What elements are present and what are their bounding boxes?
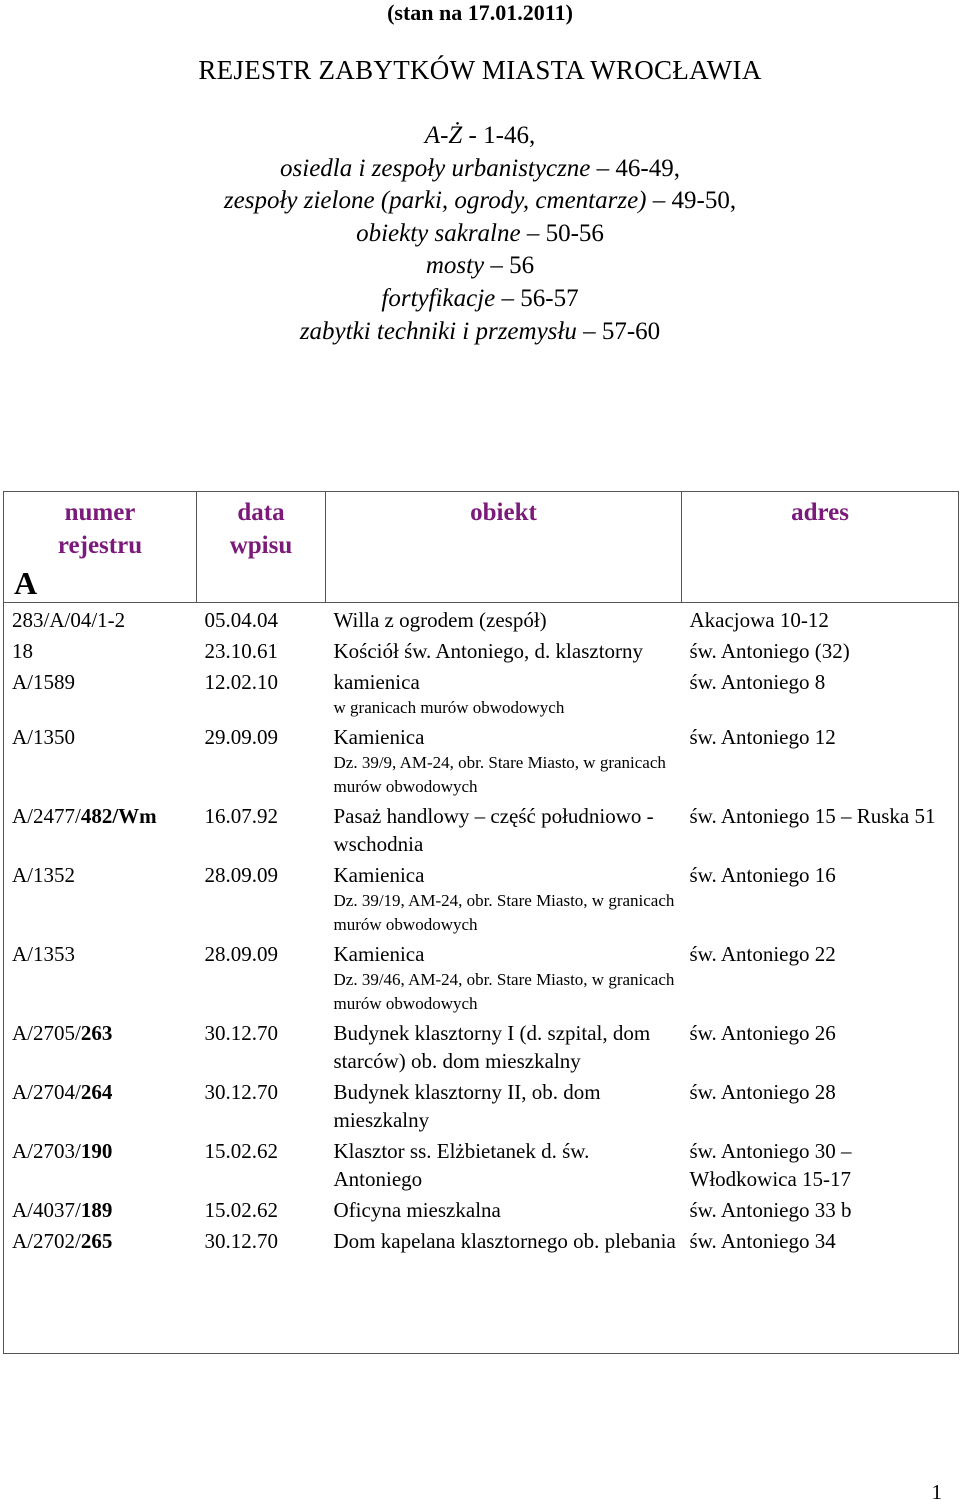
entry-date: 30.12.70 xyxy=(204,1080,278,1104)
header-address: adres xyxy=(682,492,959,563)
address: św. Antoniego 12 xyxy=(682,720,959,799)
address: św. Antoniego 26 xyxy=(682,1016,959,1075)
toc-line xyxy=(0,185,960,218)
table-filler xyxy=(326,1255,682,1354)
address: św. Antoniego 33 b xyxy=(682,1193,959,1224)
registry-number: A/2477/ xyxy=(12,804,81,828)
address: św. Antoniego 34 xyxy=(682,1224,959,1255)
registry-number-cell xyxy=(4,1224,197,1255)
toc-separator: – xyxy=(576,317,602,345)
registry-number-old: 263 xyxy=(80,1021,113,1045)
header-entry-date: data wpisu xyxy=(197,492,326,563)
entry-date: 30.12.70 xyxy=(204,1229,278,1253)
table-row xyxy=(4,634,959,665)
toc-pages: 50-56 xyxy=(545,219,604,247)
registry-number-cell xyxy=(4,603,197,635)
table-row xyxy=(4,799,959,858)
object-location-note: Dz. 39/9, AM-24, obr. Stare Miasto, w granicach murów obwodowych xyxy=(333,753,666,796)
register-table xyxy=(3,491,959,1354)
toc-label: zespoły zielone (parki, ogrody, cmentarze) xyxy=(223,187,647,215)
object-name: Pasaż handlowy – część południowo - wschodnia xyxy=(333,804,654,856)
entry-date: 16.07.92 xyxy=(204,804,278,828)
object-cell xyxy=(326,665,682,720)
toc-separator: – xyxy=(520,219,546,247)
object-name: Willa z ogrodem (zespół) xyxy=(333,608,547,632)
toc-separator: – xyxy=(646,187,672,215)
object-cell xyxy=(326,858,682,937)
registry-number: A/1350 xyxy=(12,725,75,749)
registry-number: A/2705/ xyxy=(12,1021,81,1045)
page-number: 1 xyxy=(931,1480,942,1504)
entry-date: 05.04.04 xyxy=(204,608,278,632)
registry-number: A/1352 xyxy=(12,863,75,887)
header-registry-number: numer rejestru xyxy=(4,492,197,563)
object-name: Budynek klasztorny I (d. szpital, dom starców) ob. dom mieszkalny xyxy=(333,1021,651,1073)
toc-separator: – xyxy=(590,154,616,182)
document-status-date: (stan na 17.01.2011) xyxy=(387,0,573,25)
address: św. Antoniego 28 xyxy=(682,1075,959,1134)
table-row xyxy=(4,665,959,720)
table-row xyxy=(4,720,959,799)
registry-number: A/2703/ xyxy=(12,1139,81,1163)
registry-number-cell xyxy=(4,634,197,665)
registry-number: 18 xyxy=(12,639,33,663)
entry-date: 15.02.62 xyxy=(204,1139,278,1163)
toc-separator: - xyxy=(462,122,484,149)
object-name: Kamienica xyxy=(333,942,425,966)
entry-date: 29.09.09 xyxy=(204,725,278,749)
object-name: Kościół św. Antoniego, d. klasztorny xyxy=(333,639,644,663)
entry-date: 12.02.10 xyxy=(204,670,278,694)
toc-line xyxy=(0,218,960,251)
toc-label: osiedla i zespoły urbanistyczne xyxy=(280,154,591,182)
object-location-note: Dz. 39/19, AM-24, obr. Stare Miasto, w granicach murów obwodowych xyxy=(333,891,675,934)
toc-pages: 1-46, xyxy=(483,122,536,149)
registry-number-cell xyxy=(4,1134,197,1193)
table-row xyxy=(4,1134,959,1193)
header-object: obiekt xyxy=(326,492,682,563)
object-cell xyxy=(326,1134,682,1193)
toc-line xyxy=(0,316,960,349)
registry-number-old: 265 xyxy=(80,1229,113,1253)
toc-pages: 56 xyxy=(509,252,535,280)
address: Akacjowa 10-12 xyxy=(682,603,959,635)
toc-label: zabytki techniki i przemysłu xyxy=(299,317,577,345)
document-title: REJESTR ZABYTKÓW MIASTA WROCŁAWIA xyxy=(198,55,762,85)
letter-row-empty-address xyxy=(682,562,959,603)
registry-number: 283/A/04/1-2 xyxy=(12,608,126,632)
table-filler xyxy=(4,1255,197,1354)
registry-number-cell xyxy=(4,720,197,799)
registry-number-cell xyxy=(4,937,197,1016)
toc-label: mosty xyxy=(425,252,485,280)
registry-number-cell xyxy=(4,1016,197,1075)
letter-row-empty-object xyxy=(326,562,682,603)
toc-line xyxy=(0,283,960,316)
entry-date: 28.09.09 xyxy=(204,942,278,966)
object-name: Dom kapelana klasztornego ob. plebania xyxy=(333,1229,676,1253)
object-location-note: Dz. 39/46, AM-24, obr. Stare Miasto, w granicach murów obwodowych xyxy=(333,970,675,1013)
entry-date: 15.02.62 xyxy=(204,1198,278,1222)
registry-number-cell xyxy=(4,665,197,720)
registry-number-old: 190 xyxy=(80,1139,113,1163)
registry-number: A/2704/ xyxy=(12,1080,81,1104)
table-filler xyxy=(197,1255,326,1354)
entry-date: 28.09.09 xyxy=(204,863,278,887)
toc-label: obiekty sakralne xyxy=(356,219,521,247)
object-cell xyxy=(326,1075,682,1134)
entry-date: 23.10.61 xyxy=(204,639,278,663)
address: św. Antoniego 30 – Włodkowica 15-17 xyxy=(682,1134,959,1193)
object-name: Klasztor ss. Elżbietanek d. św. Antoniego xyxy=(333,1139,590,1191)
address: św. Antoniego 8 xyxy=(682,665,959,720)
registry-number-old: 482/Wm xyxy=(80,804,157,828)
table-row xyxy=(4,858,959,937)
registry-number-cell xyxy=(4,799,197,858)
toc-label: A-Ż xyxy=(424,122,463,149)
registry-number: A/4037/ xyxy=(12,1198,81,1222)
address: św. Antoniego 15 – Ruska 51 xyxy=(682,799,959,858)
table-of-contents xyxy=(0,120,960,348)
object-location-note: w granicach murów obwodowych xyxy=(333,698,565,717)
toc-line xyxy=(0,250,960,283)
table-row xyxy=(4,1224,959,1255)
object-name: kamienica xyxy=(333,670,420,694)
object-cell xyxy=(326,1016,682,1075)
object-cell xyxy=(326,799,682,858)
object-cell xyxy=(326,603,682,635)
object-name: Oficyna mieszkalna xyxy=(333,1198,501,1222)
registry-number: A/1353 xyxy=(12,942,75,966)
registry-number-old: 264 xyxy=(80,1080,113,1104)
object-cell xyxy=(326,1224,682,1255)
table-row xyxy=(4,1075,959,1134)
entry-date: 30.12.70 xyxy=(204,1021,278,1045)
registry-number-old: 189 xyxy=(80,1198,113,1222)
object-name: Budynek klasztorny II, ob. dom mieszkalny xyxy=(333,1080,601,1132)
object-name: Kamienica xyxy=(333,863,425,887)
table-row xyxy=(4,1193,959,1224)
letter-row-empty-date xyxy=(197,562,326,603)
toc-label: fortyfikacje xyxy=(381,284,496,312)
table-row xyxy=(4,603,959,635)
toc-line xyxy=(0,120,960,153)
table-row xyxy=(4,1016,959,1075)
registry-number-cell xyxy=(4,1193,197,1224)
registry-number: A/1589 xyxy=(12,670,75,694)
toc-pages: 46-49, xyxy=(615,154,680,182)
section-letter: A xyxy=(4,562,197,603)
toc-pages: 57-60 xyxy=(601,317,661,345)
toc-separator: – xyxy=(495,284,521,312)
address: św. Antoniego 22 xyxy=(682,937,959,1016)
table-row xyxy=(4,937,959,1016)
object-name: Kamienica xyxy=(333,725,425,749)
toc-pages: 56-57 xyxy=(520,284,579,312)
registry-number-cell xyxy=(4,858,197,937)
address: św. Antoniego (32) xyxy=(682,634,959,665)
object-cell xyxy=(326,1193,682,1224)
registry-number-cell xyxy=(4,1075,197,1134)
object-cell xyxy=(326,937,682,1016)
object-cell xyxy=(326,720,682,799)
registry-number: A/2702/ xyxy=(12,1229,81,1253)
table-filler xyxy=(682,1255,959,1354)
toc-line xyxy=(0,153,960,186)
toc-separator: – xyxy=(484,252,510,280)
object-cell xyxy=(326,634,682,665)
address: św. Antoniego 16 xyxy=(682,858,959,937)
toc-pages: 49-50, xyxy=(671,187,737,215)
